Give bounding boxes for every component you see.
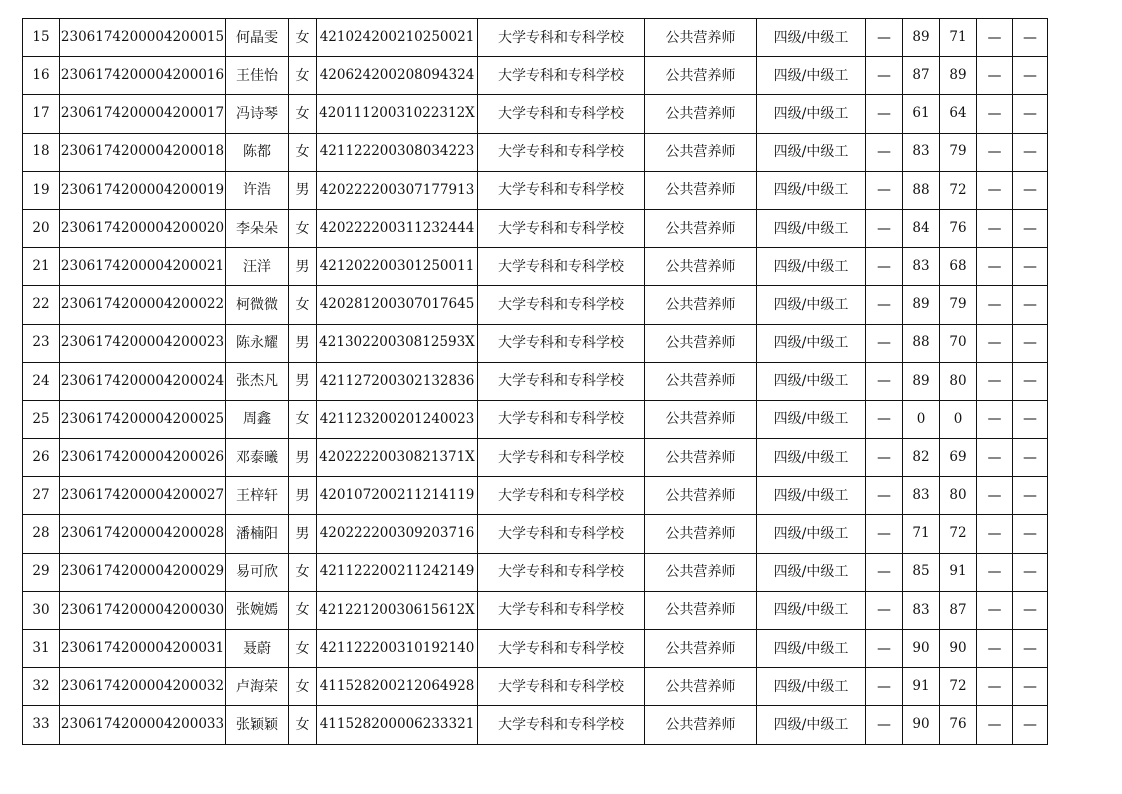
education-cell: 大学专科和专科学校 bbox=[478, 362, 645, 400]
row-number-cell: 31 bbox=[23, 630, 60, 668]
gender-cell: 女 bbox=[289, 133, 317, 171]
results-table bbox=[22, 18, 1048, 745]
id-number-cell: 421122200310192140 bbox=[317, 630, 478, 668]
exam-number-cell: 2306174200004200024 bbox=[60, 362, 226, 400]
education-cell: 大学专科和专科学校 bbox=[478, 171, 645, 209]
occupation-cell: 公共营养师 bbox=[645, 706, 757, 744]
exam-number-cell: 2306174200004200027 bbox=[60, 477, 226, 515]
column-13-value-cell: — bbox=[1013, 400, 1048, 438]
column-12-value-cell: — bbox=[977, 668, 1013, 706]
gender-cell: 女 bbox=[289, 630, 317, 668]
exam-number-cell: 2306174200004200022 bbox=[60, 286, 226, 324]
occupation-cell: 公共营养师 bbox=[645, 515, 757, 553]
table-row bbox=[23, 19, 1048, 57]
column-13-value-cell: — bbox=[1013, 57, 1048, 95]
table-row bbox=[23, 553, 1048, 591]
candidate-name-cell: 张杰凡 bbox=[226, 362, 289, 400]
score-2-cell: 70 bbox=[940, 324, 977, 362]
gender-cell: 女 bbox=[289, 286, 317, 324]
candidate-name-cell: 柯微微 bbox=[226, 286, 289, 324]
row-number-cell: 22 bbox=[23, 286, 60, 324]
score-1-cell: 87 bbox=[903, 57, 940, 95]
score-1-cell: 89 bbox=[903, 19, 940, 57]
column-12-value-cell: — bbox=[977, 171, 1013, 209]
score-2-cell: 71 bbox=[940, 19, 977, 57]
candidate-name-cell: 王佳怡 bbox=[226, 57, 289, 95]
score-2-cell: 91 bbox=[940, 553, 977, 591]
level-cell: 四级/中级工 bbox=[757, 553, 866, 591]
table-row bbox=[23, 95, 1048, 133]
column-13-value-cell: — bbox=[1013, 362, 1048, 400]
score-2-cell: 72 bbox=[940, 668, 977, 706]
occupation-cell: 公共营养师 bbox=[645, 439, 757, 477]
score-2-cell: 90 bbox=[940, 630, 977, 668]
education-cell: 大学专科和专科学校 bbox=[478, 248, 645, 286]
education-cell: 大学专科和专科学校 bbox=[478, 95, 645, 133]
candidate-name-cell: 邓泰曦 bbox=[226, 439, 289, 477]
candidate-name-cell: 何晶雯 bbox=[226, 19, 289, 57]
score-1-cell: 89 bbox=[903, 286, 940, 324]
education-cell: 大学专科和专科学校 bbox=[478, 133, 645, 171]
score-1-cell: 83 bbox=[903, 477, 940, 515]
score-1-cell: 83 bbox=[903, 591, 940, 629]
education-cell: 大学专科和专科学校 bbox=[478, 209, 645, 247]
occupation-cell: 公共营养师 bbox=[645, 286, 757, 324]
gender-cell: 女 bbox=[289, 668, 317, 706]
candidate-name-cell: 张颖颖 bbox=[226, 706, 289, 744]
exam-number-cell: 2306174200004200015 bbox=[60, 19, 226, 57]
id-number-cell: 411528200006233321 bbox=[317, 706, 478, 744]
candidate-name-cell: 汪洋 bbox=[226, 248, 289, 286]
row-number-cell: 15 bbox=[23, 19, 60, 57]
occupation-cell: 公共营养师 bbox=[645, 553, 757, 591]
column-12-value-cell: — bbox=[977, 19, 1013, 57]
column-12-value-cell: — bbox=[977, 324, 1013, 362]
exam-number-cell: 2306174200004200033 bbox=[60, 706, 226, 744]
gender-cell: 女 bbox=[289, 553, 317, 591]
id-number-cell: 42022220030821371X bbox=[317, 439, 478, 477]
column-9-value-cell: — bbox=[866, 400, 903, 438]
column-9-value-cell: — bbox=[866, 630, 903, 668]
level-cell: 四级/中级工 bbox=[757, 57, 866, 95]
column-13-value-cell: — bbox=[1013, 324, 1048, 362]
id-number-cell: 420281200307017645 bbox=[317, 286, 478, 324]
column-12-value-cell: — bbox=[977, 400, 1013, 438]
id-number-cell: 421202200301250011 bbox=[317, 248, 478, 286]
gender-cell: 男 bbox=[289, 171, 317, 209]
candidate-name-cell: 易可欣 bbox=[226, 553, 289, 591]
column-9-value-cell: — bbox=[866, 324, 903, 362]
row-number-cell: 28 bbox=[23, 515, 60, 553]
table-row bbox=[23, 248, 1048, 286]
level-cell: 四级/中级工 bbox=[757, 515, 866, 553]
column-13-value-cell: — bbox=[1013, 133, 1048, 171]
column-13-value-cell: — bbox=[1013, 706, 1048, 744]
column-9-value-cell: — bbox=[866, 553, 903, 591]
row-number-cell: 33 bbox=[23, 706, 60, 744]
table-row bbox=[23, 439, 1048, 477]
occupation-cell: 公共营养师 bbox=[645, 133, 757, 171]
column-13-value-cell: — bbox=[1013, 439, 1048, 477]
row-number-cell: 23 bbox=[23, 324, 60, 362]
id-number-cell: 42011120031022312X bbox=[317, 95, 478, 133]
score-1-cell: 71 bbox=[903, 515, 940, 553]
table-row bbox=[23, 362, 1048, 400]
row-number-cell: 17 bbox=[23, 95, 60, 133]
score-2-cell: 0 bbox=[940, 400, 977, 438]
occupation-cell: 公共营养师 bbox=[645, 248, 757, 286]
education-cell: 大学专科和专科学校 bbox=[478, 668, 645, 706]
score-1-cell: 0 bbox=[903, 400, 940, 438]
score-2-cell: 72 bbox=[940, 171, 977, 209]
score-1-cell: 90 bbox=[903, 706, 940, 744]
column-9-value-cell: — bbox=[866, 248, 903, 286]
table-row bbox=[23, 706, 1048, 744]
column-12-value-cell: — bbox=[977, 286, 1013, 324]
gender-cell: 女 bbox=[289, 19, 317, 57]
candidate-name-cell: 冯诗琴 bbox=[226, 95, 289, 133]
table-row bbox=[23, 477, 1048, 515]
education-cell: 大学专科和专科学校 bbox=[478, 477, 645, 515]
column-12-value-cell: — bbox=[977, 248, 1013, 286]
score-1-cell: 88 bbox=[903, 324, 940, 362]
exam-number-cell: 2306174200004200028 bbox=[60, 515, 226, 553]
gender-cell: 男 bbox=[289, 477, 317, 515]
column-9-value-cell: — bbox=[866, 591, 903, 629]
candidate-name-cell: 陈都 bbox=[226, 133, 289, 171]
occupation-cell: 公共营养师 bbox=[645, 477, 757, 515]
column-13-value-cell: — bbox=[1013, 171, 1048, 209]
score-2-cell: 64 bbox=[940, 95, 977, 133]
level-cell: 四级/中级工 bbox=[757, 95, 866, 133]
level-cell: 四级/中级工 bbox=[757, 591, 866, 629]
row-number-cell: 21 bbox=[23, 248, 60, 286]
occupation-cell: 公共营养师 bbox=[645, 668, 757, 706]
level-cell: 四级/中级工 bbox=[757, 439, 866, 477]
id-number-cell: 421024200210250021 bbox=[317, 19, 478, 57]
column-13-value-cell: — bbox=[1013, 248, 1048, 286]
table-row bbox=[23, 400, 1048, 438]
occupation-cell: 公共营养师 bbox=[645, 171, 757, 209]
score-2-cell: 80 bbox=[940, 362, 977, 400]
column-12-value-cell: — bbox=[977, 439, 1013, 477]
column-12-value-cell: — bbox=[977, 209, 1013, 247]
gender-cell: 男 bbox=[289, 439, 317, 477]
column-9-value-cell: — bbox=[866, 95, 903, 133]
column-12-value-cell: — bbox=[977, 95, 1013, 133]
occupation-cell: 公共营养师 bbox=[645, 324, 757, 362]
score-2-cell: 89 bbox=[940, 57, 977, 95]
gender-cell: 女 bbox=[289, 95, 317, 133]
column-13-value-cell: — bbox=[1013, 591, 1048, 629]
table-row bbox=[23, 515, 1048, 553]
column-9-value-cell: — bbox=[866, 668, 903, 706]
candidate-name-cell: 周鑫 bbox=[226, 400, 289, 438]
level-cell: 四级/中级工 bbox=[757, 248, 866, 286]
id-number-cell: 421127200302132836 bbox=[317, 362, 478, 400]
column-12-value-cell: — bbox=[977, 133, 1013, 171]
candidate-name-cell: 陈永耀 bbox=[226, 324, 289, 362]
row-number-cell: 32 bbox=[23, 668, 60, 706]
table-row bbox=[23, 171, 1048, 209]
column-13-value-cell: — bbox=[1013, 95, 1048, 133]
exam-number-cell: 2306174200004200023 bbox=[60, 324, 226, 362]
exam-number-cell: 2306174200004200026 bbox=[60, 439, 226, 477]
score-2-cell: 80 bbox=[940, 477, 977, 515]
level-cell: 四级/中级工 bbox=[757, 133, 866, 171]
education-cell: 大学专科和专科学校 bbox=[478, 57, 645, 95]
score-2-cell: 76 bbox=[940, 209, 977, 247]
column-12-value-cell: — bbox=[977, 515, 1013, 553]
column-12-value-cell: — bbox=[977, 630, 1013, 668]
column-12-value-cell: — bbox=[977, 591, 1013, 629]
level-cell: 四级/中级工 bbox=[757, 668, 866, 706]
id-number-cell: 42130220030812593X bbox=[317, 324, 478, 362]
occupation-cell: 公共营养师 bbox=[645, 209, 757, 247]
column-13-value-cell: — bbox=[1013, 553, 1048, 591]
gender-cell: 女 bbox=[289, 591, 317, 629]
id-number-cell: 411528200212064928 bbox=[317, 668, 478, 706]
row-number-cell: 30 bbox=[23, 591, 60, 629]
score-1-cell: 85 bbox=[903, 553, 940, 591]
exam-number-cell: 2306174200004200030 bbox=[60, 591, 226, 629]
id-number-cell: 42122120030615612X bbox=[317, 591, 478, 629]
candidate-name-cell: 李朵朵 bbox=[226, 209, 289, 247]
score-2-cell: 87 bbox=[940, 591, 977, 629]
column-9-value-cell: — bbox=[866, 209, 903, 247]
level-cell: 四级/中级工 bbox=[757, 706, 866, 744]
score-2-cell: 69 bbox=[940, 439, 977, 477]
occupation-cell: 公共营养师 bbox=[645, 19, 757, 57]
exam-number-cell: 2306174200004200017 bbox=[60, 95, 226, 133]
occupation-cell: 公共营养师 bbox=[645, 630, 757, 668]
column-9-value-cell: — bbox=[866, 171, 903, 209]
score-1-cell: 88 bbox=[903, 171, 940, 209]
row-number-cell: 20 bbox=[23, 209, 60, 247]
score-1-cell: 90 bbox=[903, 630, 940, 668]
level-cell: 四级/中级工 bbox=[757, 324, 866, 362]
candidate-name-cell: 张婉嫣 bbox=[226, 591, 289, 629]
education-cell: 大学专科和专科学校 bbox=[478, 400, 645, 438]
column-13-value-cell: — bbox=[1013, 477, 1048, 515]
gender-cell: 女 bbox=[289, 57, 317, 95]
candidate-name-cell: 许浩 bbox=[226, 171, 289, 209]
column-13-value-cell: — bbox=[1013, 515, 1048, 553]
gender-cell: 男 bbox=[289, 362, 317, 400]
score-2-cell: 68 bbox=[940, 248, 977, 286]
id-number-cell: 420222200307177913 bbox=[317, 171, 478, 209]
education-cell: 大学专科和专科学校 bbox=[478, 630, 645, 668]
education-cell: 大学专科和专科学校 bbox=[478, 286, 645, 324]
level-cell: 四级/中级工 bbox=[757, 209, 866, 247]
exam-number-cell: 2306174200004200021 bbox=[60, 248, 226, 286]
column-9-value-cell: — bbox=[866, 706, 903, 744]
row-number-cell: 29 bbox=[23, 553, 60, 591]
education-cell: 大学专科和专科学校 bbox=[478, 324, 645, 362]
gender-cell: 女 bbox=[289, 400, 317, 438]
level-cell: 四级/中级工 bbox=[757, 630, 866, 668]
score-1-cell: 83 bbox=[903, 248, 940, 286]
occupation-cell: 公共营养师 bbox=[645, 362, 757, 400]
occupation-cell: 公共营养师 bbox=[645, 95, 757, 133]
column-9-value-cell: — bbox=[866, 57, 903, 95]
exam-number-cell: 2306174200004200025 bbox=[60, 400, 226, 438]
education-cell: 大学专科和专科学校 bbox=[478, 439, 645, 477]
level-cell: 四级/中级工 bbox=[757, 362, 866, 400]
score-1-cell: 61 bbox=[903, 95, 940, 133]
occupation-cell: 公共营养师 bbox=[645, 400, 757, 438]
column-9-value-cell: — bbox=[866, 133, 903, 171]
score-1-cell: 83 bbox=[903, 133, 940, 171]
column-13-value-cell: — bbox=[1013, 668, 1048, 706]
column-9-value-cell: — bbox=[866, 286, 903, 324]
education-cell: 大学专科和专科学校 bbox=[478, 19, 645, 57]
occupation-cell: 公共营养师 bbox=[645, 57, 757, 95]
level-cell: 四级/中级工 bbox=[757, 286, 866, 324]
score-1-cell: 82 bbox=[903, 439, 940, 477]
level-cell: 四级/中级工 bbox=[757, 171, 866, 209]
row-number-cell: 24 bbox=[23, 362, 60, 400]
row-number-cell: 16 bbox=[23, 57, 60, 95]
column-12-value-cell: — bbox=[977, 362, 1013, 400]
gender-cell: 女 bbox=[289, 706, 317, 744]
score-1-cell: 89 bbox=[903, 362, 940, 400]
row-number-cell: 25 bbox=[23, 400, 60, 438]
score-1-cell: 91 bbox=[903, 668, 940, 706]
exam-number-cell: 2306174200004200019 bbox=[60, 171, 226, 209]
table-row bbox=[23, 668, 1048, 706]
candidate-name-cell: 王梓轩 bbox=[226, 477, 289, 515]
id-number-cell: 420624200208094324 bbox=[317, 57, 478, 95]
column-13-value-cell: — bbox=[1013, 286, 1048, 324]
gender-cell: 男 bbox=[289, 248, 317, 286]
column-12-value-cell: — bbox=[977, 57, 1013, 95]
id-number-cell: 421122200211242149 bbox=[317, 553, 478, 591]
education-cell: 大学专科和专科学校 bbox=[478, 706, 645, 744]
candidate-name-cell: 卢海荣 bbox=[226, 668, 289, 706]
row-number-cell: 26 bbox=[23, 439, 60, 477]
exam-number-cell: 2306174200004200029 bbox=[60, 553, 226, 591]
score-2-cell: 79 bbox=[940, 286, 977, 324]
score-2-cell: 79 bbox=[940, 133, 977, 171]
column-12-value-cell: — bbox=[977, 477, 1013, 515]
id-number-cell: 421123200201240023 bbox=[317, 400, 478, 438]
score-1-cell: 84 bbox=[903, 209, 940, 247]
table-row bbox=[23, 286, 1048, 324]
row-number-cell: 19 bbox=[23, 171, 60, 209]
level-cell: 四级/中级工 bbox=[757, 477, 866, 515]
exam-number-cell: 2306174200004200020 bbox=[60, 209, 226, 247]
table-row bbox=[23, 57, 1048, 95]
id-number-cell: 420222200309203716 bbox=[317, 515, 478, 553]
education-cell: 大学专科和专科学校 bbox=[478, 553, 645, 591]
gender-cell: 男 bbox=[289, 515, 317, 553]
column-9-value-cell: — bbox=[866, 362, 903, 400]
row-number-cell: 18 bbox=[23, 133, 60, 171]
column-12-value-cell: — bbox=[977, 553, 1013, 591]
level-cell: 四级/中级工 bbox=[757, 19, 866, 57]
candidate-name-cell: 聂蔚 bbox=[226, 630, 289, 668]
column-9-value-cell: — bbox=[866, 439, 903, 477]
id-number-cell: 421122200308034223 bbox=[317, 133, 478, 171]
column-13-value-cell: — bbox=[1013, 630, 1048, 668]
exam-number-cell: 2306174200004200032 bbox=[60, 668, 226, 706]
occupation-cell: 公共营养师 bbox=[645, 591, 757, 629]
table-row bbox=[23, 324, 1048, 362]
table-row bbox=[23, 209, 1048, 247]
table-row bbox=[23, 591, 1048, 629]
score-2-cell: 76 bbox=[940, 706, 977, 744]
row-number-cell: 27 bbox=[23, 477, 60, 515]
table-row bbox=[23, 630, 1048, 668]
education-cell: 大学专科和专科学校 bbox=[478, 591, 645, 629]
id-number-cell: 420107200211214119 bbox=[317, 477, 478, 515]
exam-number-cell: 2306174200004200018 bbox=[60, 133, 226, 171]
column-12-value-cell: — bbox=[977, 706, 1013, 744]
exam-number-cell: 2306174200004200031 bbox=[60, 630, 226, 668]
column-13-value-cell: — bbox=[1013, 19, 1048, 57]
column-13-value-cell: — bbox=[1013, 209, 1048, 247]
exam-number-cell: 2306174200004200016 bbox=[60, 57, 226, 95]
table-row bbox=[23, 133, 1048, 171]
column-9-value-cell: — bbox=[866, 477, 903, 515]
column-9-value-cell: — bbox=[866, 19, 903, 57]
score-2-cell: 72 bbox=[940, 515, 977, 553]
column-9-value-cell: — bbox=[866, 515, 903, 553]
education-cell: 大学专科和专科学校 bbox=[478, 515, 645, 553]
id-number-cell: 420222200311232444 bbox=[317, 209, 478, 247]
table-body bbox=[23, 19, 1048, 745]
candidate-name-cell: 潘楠阳 bbox=[226, 515, 289, 553]
gender-cell: 女 bbox=[289, 209, 317, 247]
gender-cell: 男 bbox=[289, 324, 317, 362]
level-cell: 四级/中级工 bbox=[757, 400, 866, 438]
